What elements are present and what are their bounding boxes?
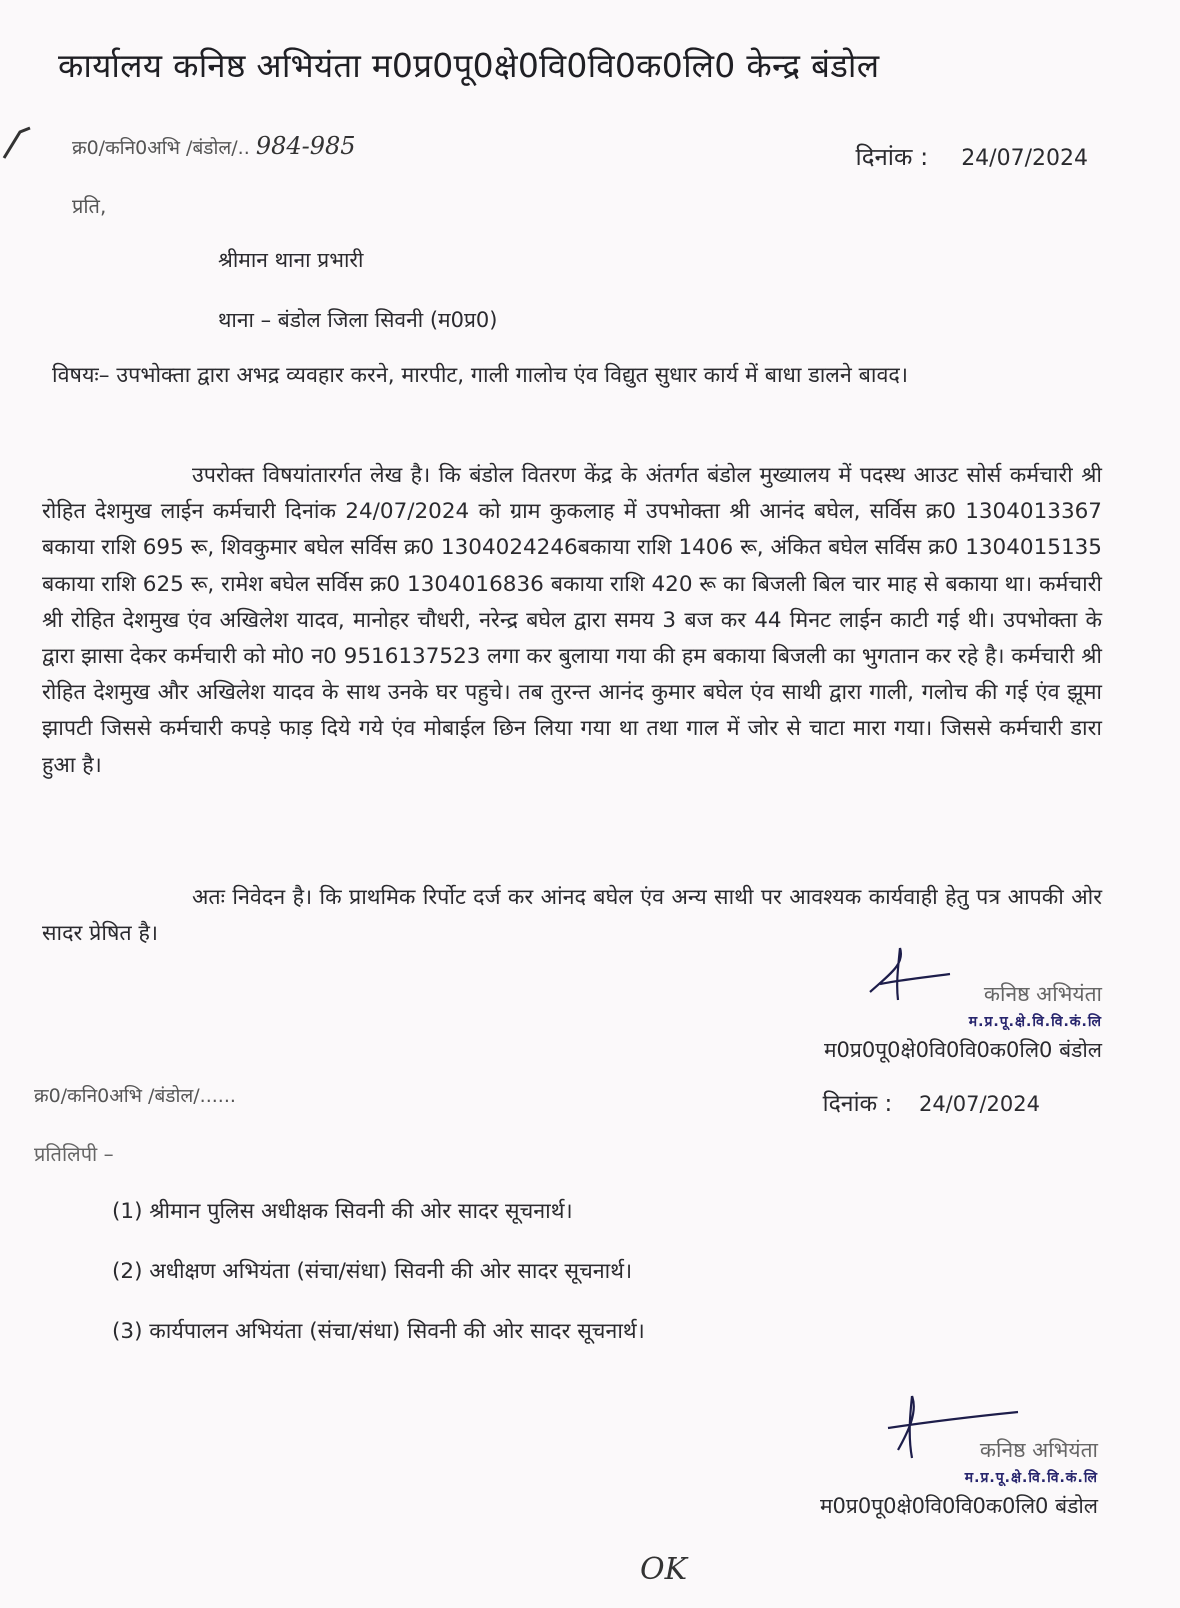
signature2-stamp: म.प्र.पू.क्षे.वि.वि.कं.लि: [964, 1470, 1098, 1486]
signature2-title: कनिष्ठ अभियंता: [979, 1438, 1098, 1462]
reference-handwritten: 984-985: [255, 132, 356, 160]
addressee-line-1: श्रीमान थाना प्रभारी: [218, 248, 364, 272]
copy-item-3: (3) कार्यपालन अभियंता (संचा/संधा) सिवनी की ओर सादर सूचनार्थ।: [112, 1319, 645, 1344]
signature-block-1: [742, 980, 1102, 1064]
signature-title: कनिष्ठ अभियंता: [983, 982, 1102, 1006]
reference-prefix: क्र0/कनि0अभि /बंडोल/..: [72, 137, 250, 159]
to-label: प्रति,: [72, 194, 107, 218]
copy-date-label: दिनांक :: [822, 1091, 893, 1117]
date-label: दिनांक :: [855, 143, 929, 171]
signature-office: म0प्र0पू0क्षे0वि0वि0क0लि0 बंडोल: [824, 1038, 1102, 1062]
copy-date: [823, 1086, 1040, 1118]
copy-item-1: (1) श्रीमान पुलिस अधीक्षक सिवनी की ओर सादर सूचनार्थ।: [112, 1199, 573, 1224]
letterhead-title: कार्यालय कनिष्ठ अभियंता म0प्र0पू0क्षे0वि0वि0क0लि0 केन्द्र बंडोल: [58, 46, 880, 85]
signature-stamp: म.प्र.पू.क्षे.वि.वि.कं.लि: [968, 1014, 1102, 1030]
copy-heading: प्रतिलिपी –: [34, 1142, 114, 1166]
body-paragraph-2: अतः निवेदन है। कि प्राथमिक रिर्पोट दर्ज कर आंनद बघेल एंव अन्य साथी पर आवश्यक कार्यवाही हेतु पत्र आपकी ओर सादर प्रेषित है।: [42, 885, 1102, 946]
body-paragraph-1: उपरोक्त विषयांतारर्गत लेख है। कि बंडोल वितरण केंद्र के अंतर्गत बंडोल मुख्यालय में पदस्थ आउट सोर्स कर्मचारी श्री रोहित देशमुख लाईन कर्मचारी दिनांक 24/07/2024 को ग्राम कुकलाह में उपभोक्ता श्री आनंद बघेल, सर्विस क्र0 1304013367 बकाया राशि 695 रू, शिवकुमार बघेल सर्विस क्र0 1304024246बकाया राशि 1406 रू, अंकित बघेल सर्विस क्र0 1304015135 बकाया राशि 625 रू, रामेश बघेल सर्विस क्र0 1304016836 बकाया राशि 420 रू का बिजली बिल चार माह से बकाया था। कर्मचारी श्री रोहित देशमुख एंव अखिलेश यादव, मानोहर चौधरी, नरेन्द्र बघेल द्वारा समय 3 बज कर 44 मिनट लाईन काटी गई थी। उपभोक्ता के द्वारा झासा देकर कर्मचारी को मो0 न0 9516137523 लगा कर बुलाया गया की हम बकाया बिजली का भुगतान कर रहे है। कर्मचारी श्री रोहित देशमुख और अखिलेश यादव के साथ उनके घर पहुचे। तब तुरन्त आनंद कुमार बघेल एंव साथी द्वारा गाली, गलोच की गई एंव झूमा झापटी जिससे कर्मचारी कपड़े फाड़ दिये गये एंव मोबाईल छिन लिया गया था तथा गाल में जोर से चाटा मारा गया। जिससे कर्मचारी डारा हुआ है।: [42, 463, 1102, 778]
reference-number: [72, 132, 356, 160]
signature2-office: म0प्र0पू0क्षे0वि0वि0क0लि0 बंडोल: [820, 1494, 1098, 1518]
date-value: 24/07/2024: [961, 146, 1088, 171]
copy-reference-number: क्र0/कनि0अभि /बंडोल/......: [34, 1085, 236, 1107]
copy-date-value: 24/07/2024: [918, 1092, 1040, 1116]
margin-tick-mark: [0, 118, 40, 168]
copy-item-2: (2) अधीक्षण अभियंता (संचा/संधा) सिवनी की ओर सादर सूचनार्थ।: [112, 1259, 633, 1284]
handwritten-ok-note: OK: [640, 1552, 688, 1587]
addressee-line-2: थाना – बंडोल जिला सिवनी (म0प्र0): [218, 308, 498, 332]
letter-subject: विषयः– उपभोक्ता द्वारा अभद्र व्यवहार करने, मारपीट, गाली गालोच एंव विद्युत सुधार कार्य में बाधा डालने बावद।: [52, 363, 908, 388]
letter-date: [856, 140, 1088, 173]
signature-block-2: [738, 1436, 1098, 1520]
